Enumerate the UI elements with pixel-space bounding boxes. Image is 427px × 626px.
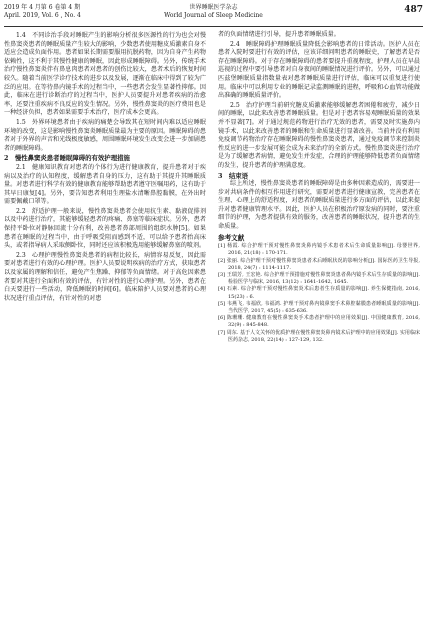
section-2-3-heading: 2.3 心理护理	[16, 251, 57, 259]
section-2-1	[4, 164, 206, 207]
section-3-body: 综上所述，慢性鼻窦炎患者的睡眠障碍是由多种因素造成的，需要进一步对共病条件的相互作用进行研究，需要对患者进行健康宣教，完善患者在生理、心理上的舒适程度，对患者的睡眠质量进行多方面的评估，以此来提升对患者健康管理水平。因此，医护人员在积极治疗原发病的同时，要注重细节的护理，为患者提供有效的服务，改善患者的睡眠状况，提升患者的生命质量。	[218, 180, 420, 231]
section-2-4	[218, 41, 420, 101]
reference-item: [4] 石素. 综合护理干预对慢性鼻窦炎术后患者生存质量的影响[J]. 养生保健指南, 2016, 15(23) : 6.	[218, 286, 420, 300]
reference-item: [6] 陈珊珊. 健康教育在慢性鼻窦炎手术患者护理中的应用效果[J]. 中国健康教育, 2016, 32(9) : 845-848.	[218, 315, 420, 329]
section-2-4-heading: 2.4 睡眠障碍护理	[230, 40, 284, 48]
section-1-5	[4, 119, 206, 153]
section-2-1-body: 对患者的个体行为进行健康教育，提升患者对于疾病以及治疗的认知程度，缓解患者自身的压力，这有助于其提升其睡眠质量。对患者进行科学有效的健康教育能够帮助患者遵守医嘱用药，这有助于其早日康复[4]。另外，要告知患者利用生理盐水清晰鼻腔黏膜，在外出时需要佩戴口罩等。	[4, 163, 206, 206]
reference-item: [1] 杨霞. 综合护理干预对慢性鼻窦炎鼻内镜手术患者术后生命质量影响[J]. 母婴世界, 2016, 21(18) : 170-171.	[218, 243, 420, 257]
section-2-heading: 2 慢性鼻窦炎患者睡眠障碍的有效护理措施	[4, 154, 130, 163]
section-1-5-heading: 1.5 外界环境	[16, 118, 57, 126]
section-1-4-heading: 1.4 不同诊治手段对睡眠产生的影响分析	[16, 32, 132, 39]
section-2-2-body: 一般来说，慢性鼻窦炎患者会使用抗生素、黏液促排剂以及中药进行治疗，其能够缓轻患者的疼痛、鼻塞等临床症状。另外，患者保持平卧位对静脉回流十分有利，改善患者鼻部周围的组织水肿[5]。如果患者在睡眠的过程当中，由于呼吸受阻而感到不适，可以给予患者抬高床头，或者指导病人采取侧卧位，同时还应该积极选用能够缓解鼻塞的喷剂。	[4, 207, 206, 250]
left-column	[4, 31, 206, 303]
issue-cn: 2019 年 4 月第 6 卷第 4 期	[4, 4, 81, 11]
section-1-4-body: 很多医源性的行为也会对慢性鼻窦炎患者的睡眠质量产生较大的影响，少数患者使用糖皮质激素自身不适应会造成负面作用。患者如果长期需要服用抗脱药物，因为自身产生药物依赖性，这不利于其慢性健康的睡眠，因此形成睡眠障碍。另外，传统手术治疗慢性鼻窦炎伴有鼻息肉患者对患者的创伤比较大，患者术后的恢复时间较久。随着当前医学诊疗技术的进步以及发展，逐渐在临床中得到了较为广泛的应用。在等待鼻内镜手术的过程当中，一些患者会发生显著性抑郁。因此，临床在进行诊断治疗的过程当中，医护人员要提升对患者疾病的治愈率，还要注重疾病不良反应的发生情况。另外，慢性鼻窦炎的医疗费用也是一种经济负担，患者如果需要手术治疗，医疗成本会更高。	[4, 32, 206, 117]
section-2-5	[218, 102, 420, 171]
section-2-2-heading: 2.2 舒适护理	[16, 207, 57, 215]
section-2-1-heading: 2.1 健康知识教育	[16, 163, 70, 171]
section-2-5-body: 当前研究糖皮质激素能够缓解患者困倦和疲劳，减少日间的睡眠，以此来改善患者睡眠质量。但是对于患者容易观睡眠质量的效果并不显著[7]。对于通过规范药物进行治疗无效的患者，需要及时实施鼻内镜手术，以此来改善患者的睡眠和生命质量进行显著改善。当前并没有利用免疫调节药物治疗存在睡眠障碍的慢性鼻窦炎患者，通过免疫调节来控制炎性反应的进一步发展可能会成为未来治疗的全新方式。慢性鼻窦炎进行治疗是为了缓解患者病情，避免发生并发症，合理的护理能够降低患者负面情绪的发生，提升患者的护理满意度。	[218, 101, 420, 169]
section-2-3-continued: 者的负面情绪进行引导，提升患者睡眠质量。	[218, 31, 340, 38]
section-2-3	[4, 252, 206, 304]
page-number: 487	[404, 5, 423, 15]
reference-item: [3] 王瑞芳, 王宏艳. 综合护理干预措施对慢性鼻窦炎患者鼻内镜手术后生存质量的影响[J]. 检验医学与临床, 2016, 13(12) : 1641-1642, 1645.	[218, 272, 420, 286]
journal-title-en: World Journal of Sleep Medicine	[164, 12, 263, 19]
section-2-2	[4, 208, 206, 251]
section-2-5-heading: 2.5 治疗护理	[230, 101, 271, 109]
section-2-3-body: 慢性鼻窦炎患者的病程比较长，病情容易反复，因此需要对患者进行有效的心理护理。医护人员要说明疾病的治疗方式，获取患者以及家属的理解和信任，避免产生焦躁、抑郁等负面情绪。对于高危因素患者要对其进行全面和有效的评估，有针对性的进行心理护理。另外，患者在白天要进行一些活动，降低睡眠的时间[6]。临床陪护人员要对患者的心理状况进行重点评估，有针对性的对患	[4, 251, 206, 302]
reference-item: [2] 张丽. 综合护理干预对慢性鼻窦炎患者术后睡眠状况的影响分析[J]. 国际医药卫生导报, 2018, 24(7) : 1114-1117.	[218, 257, 420, 271]
journal-title-cn: 世界睡眠医学杂志	[189, 4, 238, 11]
issue-en: April. 2019, Vol. 6 , No. 4	[4, 12, 81, 19]
page-header	[4, 2, 423, 27]
section-3-heading: 3 结束语	[218, 171, 249, 180]
section-1-4	[4, 32, 206, 118]
right-column	[218, 31, 420, 344]
section-2-4-body: 睡眠质量降低会影响患者的日常活动。医护人员在患者入院时要进行有效的评估，应该详细问明患者的睡眠史，了解患者是否存在睡眠障碍。对于存在睡眠障碍的患者要提升重视程度，护理人员在早晨巡视的过程中要引导患者对自身夜间的睡眠情况进行评价。另外，可以通过匹兹堡睡眠质量指数量表对患者睡眠质量进行评估，临床可以重复进行使用。临床中可以利用专业的睡眠记录监测睡眠的进程，呼吸和心血管功能做出准确的睡眠质量评价。	[218, 40, 420, 100]
references-title: 参考文献	[218, 233, 245, 242]
section-1-5-body: 患者由于疾病的痛楚会导致其在短时间内难以适应睡眠环境的改变，这是影响慢性鼻窦炎睡眠质量最为主要的原因。睡眠障碍的患者对于外界的声音和光线极度敏感，周围睡眠环境发生改变会进一步加剧患者的睡眠障碍。	[4, 118, 206, 152]
reference-item: [5] 韦燕飞, 韦福欣, 韦福鸿. 护理干预对鼻内镜鼻窦手术鼻腔黏膜患者睡眠质量的影响[J]. 当代医学, 2017, 45(5) : 635-636.	[218, 300, 420, 315]
reference-item: [7] 周东. 基于人文关怀的优质护理在慢性鼻窦炎鼻内镜术后护理中的应用效果[J]. 实用临床医药杂志, 2018, 22(14) : 127-129, 132.	[218, 329, 420, 343]
journal-title	[4, 4, 423, 20]
